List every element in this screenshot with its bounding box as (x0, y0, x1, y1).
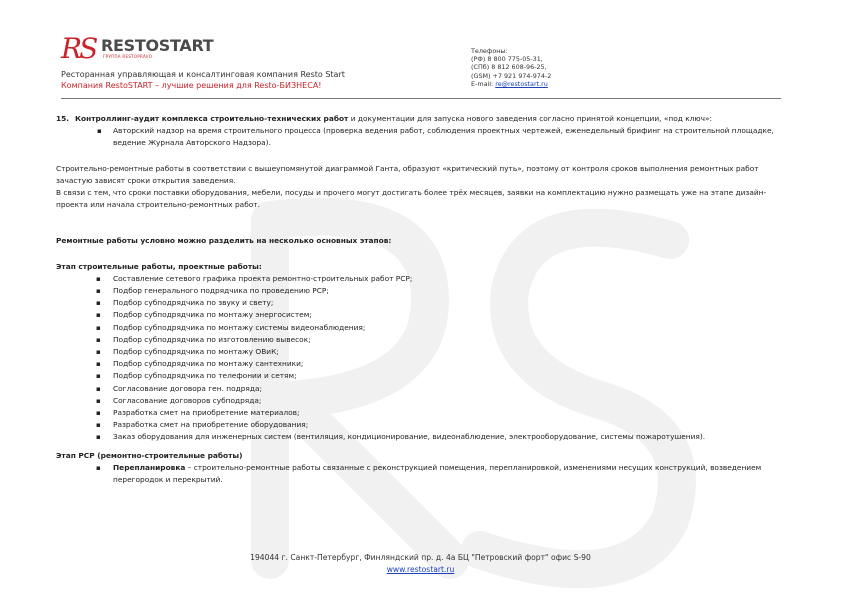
paragraph: Строительно-ремонтные работы в соответствии с вышеупомянутой диаграммой Ганта, образуют «критический путь», поэтому от контроля сроков выполнения ремонтных работ зачастую зависят сроки открытия заведения. (56, 163, 759, 185)
stage-1-list (56, 273, 776, 444)
list-item: ▪ Разработка смет на приобретение материалов; (56, 407, 776, 419)
logo-text: RESTOSTART (101, 36, 214, 55)
tagline-line-2: Компания RestoSTART – лучшие решения для Resto-БИЗНЕСА! (61, 81, 322, 90)
email-label: E-mail: (471, 79, 494, 88)
section-15 (56, 113, 776, 150)
list-item: ▪ Подбор генерального подрядчика по проведению РСР; (56, 285, 776, 297)
paragraph: В связи с тем, что сроки поставки оборудования, мебели, посуды и прочего могут достигать более трёх месяцев, заявки на комплектацию нужно размещать уже на этапе дизайн-проекта или начала строительно-ремонтных работ. (56, 188, 767, 210)
list-item: ▪ Подбор субподрядчика по телефонии и сетям; (56, 370, 776, 382)
list-item: ▪ Подбор субподрядчика по изготовлению вывесок; (56, 334, 776, 346)
section-15-list (75, 125, 776, 149)
stage-2-title: Этап РСР (ремонтно-строительные работы) (56, 450, 243, 460)
list-item: ▪ Разработка смет на приобретение оборудования; (56, 419, 776, 431)
page-footer (0, 552, 841, 576)
list-item: ▪ Заказ оборудования для инженерных систем (вентиляция, кондиционирование, видеонаблюдение, электрооборудование, системы пожаротушения). (56, 431, 776, 443)
list-item: ▪ Согласование договора ген. подряда; (56, 383, 776, 395)
email-line (471, 80, 551, 88)
tagline-line-1: Ресторанная управляющая и консалтинговая компания Resto Start (61, 70, 345, 79)
section-title-rest: и документации для запуска нового заведения согласно принятой концепции, «под ключ»: (348, 114, 712, 123)
contacts-title: Телефоны: (471, 47, 508, 55)
phone-spb: (СПб) 8 812 608-96-25, (471, 63, 547, 72)
list-item: ▪ Согласование договоров субподряда; (56, 395, 776, 407)
stages-intro: Ремонтные работы условно можно разделить на несколько основных этапов: (56, 236, 392, 246)
stage-1-title: Этап строительные работы, проектные работы: (56, 261, 262, 271)
list-item: ▪ Подбор субподрядчика по монтажу энергосистем; (56, 309, 776, 321)
section-number: 15. (56, 114, 70, 123)
rs-logo-icon: RS (61, 32, 96, 65)
phone-russia: (РФ) 8 800 775-05-31, (471, 55, 543, 64)
list-item: ▪ Составление сетевого графика проекта ремонтно-строительных работ РСР; (56, 273, 776, 285)
list-item (56, 462, 776, 486)
email-link[interactable]: re@restostart.ru (495, 79, 548, 88)
section-title-bold: Контроллинг-аудит комплекса строительно-технических работ (75, 114, 349, 123)
contacts-block (471, 47, 551, 88)
phone-gsm: (GSM) +7 921 974-974-2 (471, 71, 552, 80)
logo-subtitle: ГРУППА RESTOPRAVO (103, 54, 153, 59)
list-item: ▪ Подбор субподрядчика по монтажу системы видеонаблюдения; (56, 322, 776, 334)
list-item: ▪ Авторский надзор на время строительного процесса (проверка ведения работ, соблюдения проектных чертежей, еженедельный брифинг на строительной площадке, ведение Журнала Авторского Надзора). (75, 125, 776, 149)
document-body (56, 113, 776, 486)
list-item: ▪ Подбор субподрядчика по монтажу сантехники; (56, 358, 776, 370)
list-item: ▪ Подбор субподрядчика по звуку и свету; (56, 297, 776, 309)
list-item-text: – строительно-ремонтные работы связанные с реконструкцией помещения, перепланировкой, изменениями несущих конструкций, возведением перегородок и перекрытий. (113, 462, 762, 485)
list-item-term: Перепланировка (113, 462, 186, 472)
header-divider (61, 98, 781, 99)
stage-2-list (56, 462, 776, 486)
footer-address: 194044 г. Санкт-Петербург, Финляндский пр. д. 4а БЦ "Петровский форт" офис S-90 (250, 553, 591, 562)
footer-website-link[interactable]: www.restostart.ru (386, 565, 455, 574)
company-logo (61, 34, 241, 64)
header-tagline (61, 69, 345, 91)
list-item: ▪ Подбор субподрядчика по монтажу ОВиК; (56, 346, 776, 358)
